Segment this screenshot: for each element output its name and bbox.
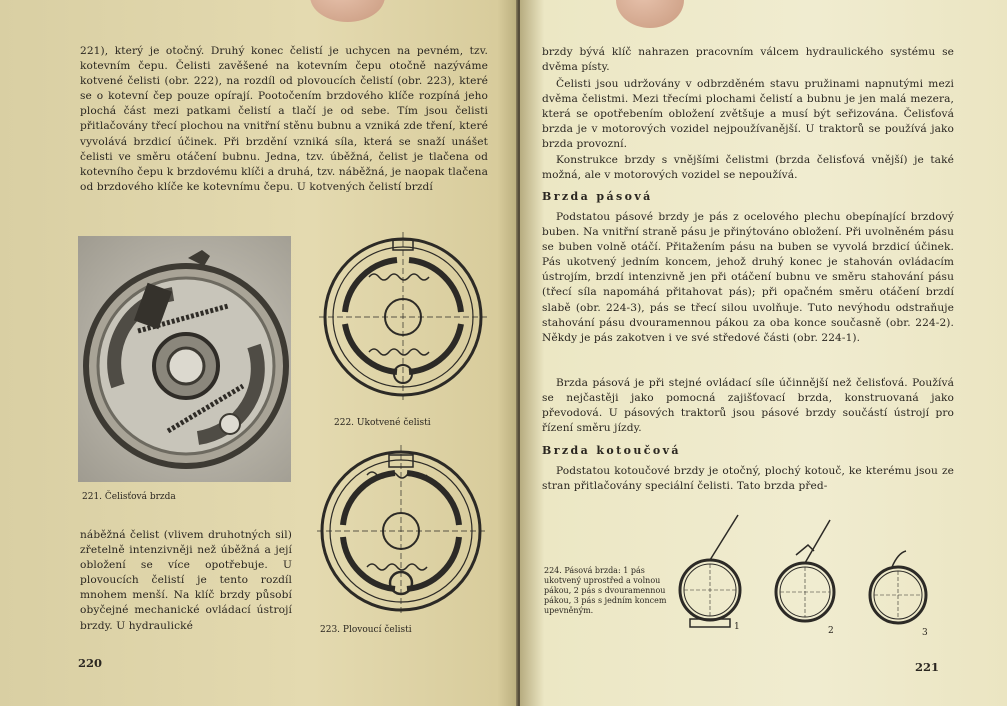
right-paragraph-1: brzdy bývá klíč nahrazen pracovním válcem hydraulického systému se dvěma písty. <box>542 46 954 74</box>
fig-224-label-2: 2 <box>828 626 834 636</box>
right-paragraph-2: Čelisti jsou udržovány v odbrzděném stavu pružinami napnutými mezi dvěma čelistmi. Mezi třecími plochami čelistí a bubnu je jen malá mezera, která se opotřebením obložení zvětšuje a musí být seřizována. Čelisťová brzda je v motorových vozidel nejpoužívanější. U traktorů se používá jako brzda provozní. <box>542 78 954 151</box>
brake-drum-photo-art <box>78 236 291 482</box>
figure-222-anchored-shoes <box>319 232 489 402</box>
figure-223-floating-shoes <box>317 445 487 615</box>
left-paragraph-bottom: náběžná čelist (vlivem druhotných sil) zřetelně intenzivněji než úběžná a její obložení se více opotřebuje. U plovoucích čelistí je tento rozdíl mnohem menší. Na klíč brzdy působí obyčejné mechanické ovládací ústrojí brzdy. U hydraulické <box>80 529 292 632</box>
heading-disc-brake: Brzda kotoučová <box>542 444 681 457</box>
left-page-number: 220 <box>78 656 103 670</box>
right-paragraph-5: Brzda pásová je při stejné ovládací síle účinnější než čelisťová. Používá se nejčastěji jako pomocná zajišťovací brzda, konstruovaná jako převodová. U pásových traktorů jsou pásové brzdy součástí ústrojí pro řízení směru jízdy. <box>542 377 954 435</box>
figure-224-belt-brakes <box>670 515 950 645</box>
brake-drum-photo <box>78 236 291 482</box>
caption-221: 221. Čelisťová brzda <box>82 492 176 502</box>
heading-belt-brake: Brzda pásová <box>542 190 653 203</box>
left-paragraph-top: 221), který je otočný. Druhý konec čelistí je uchycen na pevném, tzv. kotevním čepu. Čelisti zavěšené na kotevním čepu otočně nazýváme kotvené čelisti (obr. 222), na rozdíl od plovoucích čelistí (obr. 223), které se o kotevní čep pouze opírají. Pootočením brzdového klíče rozpíná jeho plochá část mezi patkami čelistí a tlačí je od sebe. Tím jsou čelisti přitlačovány třecí plochou na vnitřní stěnu bubnu a vzniká zde tření, které vyvolává brzdicí účinek. Při brzdění vzniká síla, která se snaží unášet čelisti ve směru otáčení bubnu. Jedna, tzv. úběžná, čelist je tlačena od kotevního čepu k brzdovému klíči a druhá, tzv. náběžná, je naopak tlačena od brzdového klíče ke kotevnímu čepu. U kotvených čelistí brzdí <box>80 45 488 193</box>
right-page <box>520 0 1007 706</box>
right-paragraph-6: Podstatou kotoučové brzdy je otočný, plochý kotouč, ke kterému jsou ze stran přitlačovány speciální čelisti. Tato brzda před- <box>542 465 954 493</box>
right-page-number: 221 <box>915 660 940 674</box>
right-paragraph-4: Podstatou pásové brzdy je pás z ocelového plechu obepínající brzdový buben. Na vnitřní straně pásu je přinýtováno obložení. Při uvolněném pásu se buben volně otáčí. Přitažením pásu na buben se vyvolá brzdicí účinek. Pás ukotvený jedním koncem, jehož druhý konec je stahován ovládacím ústrojím, brzdí intenzivně jen při otáčení bubnu ve směru stahování pásu (třecí síla napomáhá přitahovat pás); při opačném směru otáčení brzdí slabě (obr. 224-3), pás se třecí silou uvolňuje. Tuto nevýhodu odstraňuje stahování pásu dvouramennou pákou za oba konce současně (obr. 224-2). Někdy je pás zakotven i ve své středové části (obr. 224-1). <box>542 211 954 344</box>
fig-224-label-1: 1 <box>734 622 740 632</box>
caption-224: 224. Pásová brzda: 1 pás ukotvený uprostřed a volnou pákou, 2 pás s dvouramennou pákou, 3 pás s jedním koncem upevněným. <box>544 566 667 615</box>
caption-223: 223. Plovoucí čelisti <box>320 625 412 635</box>
right-paragraph-3: Konstrukce brzdy s vnějšími čelistmi (brzda čelisťová vnější) je také možná, ale v motorových vozidel se nepoužívá. <box>542 154 954 182</box>
fig-224-label-3: 3 <box>922 628 928 638</box>
caption-222: 222. Ukotvené čelisti <box>334 418 431 428</box>
